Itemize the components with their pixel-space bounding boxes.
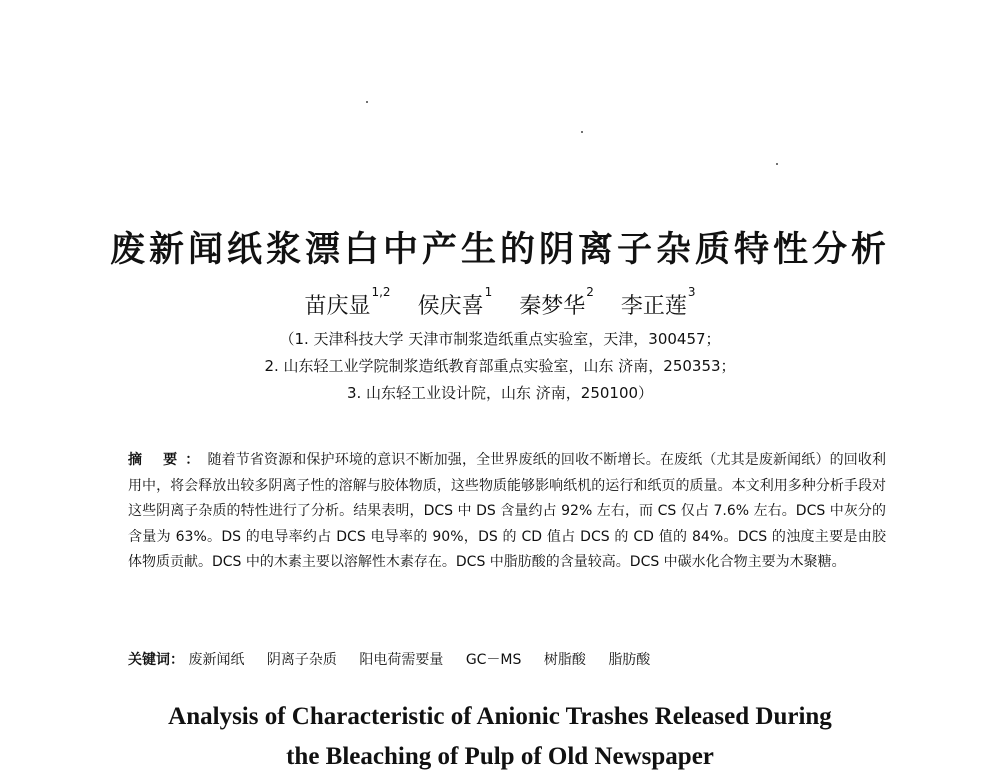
keyword: GC－MS [465,652,522,668]
abstract [128,448,886,576]
author-affiliation-mark: 1 [484,285,493,299]
affiliation-line: 3. 山东轻工业设计院，山东 济南，250100） [346,384,654,402]
chinese-title: 废新闻纸浆漂白中产生的阴离子杂质特性分析 [109,229,890,270]
affiliation-line: 2. 山东轻工业学院制浆造纸教育部重点实验室，山东 济南，250353； [264,357,736,375]
scan-speck [776,163,778,165]
keyword: 脂肪酸 [608,652,651,668]
author [417,285,493,320]
abstract-label: 摘 要： [128,452,208,468]
abstract-text: 随着节省资源和保护环境的意识不断加强，全世界废纸的回收不断增长。在废纸（尤其是废新闻纸）的回收利用中，将会释放出较多阴离子性的溶解与胶体物质，这些物质能够影响纸机的运行和纸页的质量。本文利用多种分析手段对这些阴离子杂质的特性进行了分析。结果表明，DCS 中 DS 含量约占 92% 左右，而 CS 仅占 7.6% 左右。DCS 中灰分的含量为 63%。DS 的电导率约占 DCS 电导率的 90%，DS 的 CD 值占 DCS 的 CD 值的 84%。DCS 的浊度主要是由胶体物质贡献。DCS 中的木素主要以溶解性木素存在。DCS 中脂肪酸的含量较高。DCS 中碳水化合物主要为木聚糖。 [128,452,887,570]
author-name: 侯庆喜 [417,294,484,319]
keyword: 废新闻纸 [188,652,245,668]
english-title-line-2: the Bleaching of Pulp of Old Newspaper [286,743,714,770]
keyword: 阴离子杂质 [266,652,337,668]
affiliation-line: （1. 天津科技大学 天津市制浆造纸重点实验室，天津，300457； [279,330,721,348]
author [304,285,391,320]
author-name: 李正莲 [620,294,687,319]
keyword: 阳电荷需要量 [359,652,444,668]
author-list [0,285,1000,320]
scan-speck [581,131,583,133]
scan-speck [366,101,368,103]
keywords-label: 关键词： [128,652,184,668]
author-affiliation-mark: 1,2 [371,285,391,299]
author-name: 苗庆显 [304,294,371,319]
author-name: 秦梦华 [519,294,586,319]
author [620,285,696,320]
author-affiliation-mark: 3 [687,285,696,299]
keyword: 树脂酸 [543,652,586,668]
keywords [128,649,886,669]
english-title-line-1: Analysis of Characteristic of Anionic Trashes Released During [168,703,832,730]
author [519,285,594,320]
author-affiliation-mark: 2 [586,285,594,299]
